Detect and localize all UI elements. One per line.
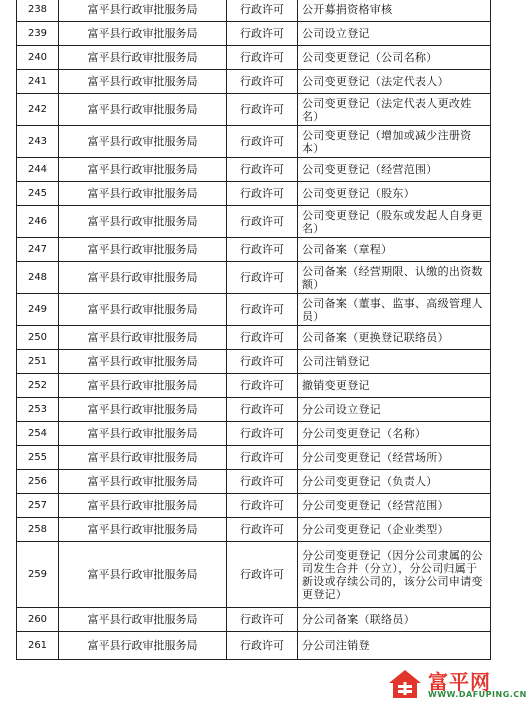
table-row xyxy=(17,238,491,262)
department-cell: 富平县行政审批服务局 xyxy=(59,294,227,326)
department-cell: 富平县行政审批服务局 xyxy=(59,518,227,542)
permit-type-cell: 行政许可 xyxy=(227,206,298,238)
permit-type-cell: 行政许可 xyxy=(227,470,298,494)
row-number-cell: 250 xyxy=(17,326,59,350)
row-number-cell: 254 xyxy=(17,422,59,446)
permit-type-cell: 行政许可 xyxy=(227,374,298,398)
permit-type-cell: 行政许可 xyxy=(227,0,298,22)
table-row xyxy=(17,350,491,374)
permit-type-cell: 行政许可 xyxy=(227,46,298,70)
table-row xyxy=(17,398,491,422)
item-name-cell: 分公司变更登记（名称） xyxy=(298,422,491,446)
department-cell: 富平县行政审批服务局 xyxy=(59,374,227,398)
row-number-cell: 239 xyxy=(17,22,59,46)
row-number-cell: 246 xyxy=(17,206,59,238)
permit-type-cell: 行政许可 xyxy=(227,294,298,326)
item-name-cell: 公司变更登记（增加或减少注册资本） xyxy=(298,126,491,158)
department-cell: 富平县行政审批服务局 xyxy=(59,238,227,262)
row-number-cell: 261 xyxy=(17,632,59,660)
department-cell: 富平县行政审批服务局 xyxy=(59,350,227,374)
row-number-cell: 252 xyxy=(17,374,59,398)
department-cell: 富平县行政审批服务局 xyxy=(59,206,227,238)
permit-type-cell: 行政许可 xyxy=(227,262,298,294)
permit-type-cell: 行政许可 xyxy=(227,398,298,422)
table-row xyxy=(17,326,491,350)
table-row xyxy=(17,632,491,660)
department-cell: 富平县行政审批服务局 xyxy=(59,632,227,660)
item-name-cell: 公司备案（章程） xyxy=(298,238,491,262)
table-row xyxy=(17,608,491,632)
item-name-cell: 公司变更登记（公司名称） xyxy=(298,46,491,70)
permit-type-cell: 行政许可 xyxy=(227,494,298,518)
table-row xyxy=(17,158,491,182)
table-row xyxy=(17,70,491,94)
row-number-cell: 243 xyxy=(17,126,59,158)
permit-type-cell: 行政许可 xyxy=(227,182,298,206)
row-number-cell: 244 xyxy=(17,158,59,182)
department-cell: 富平县行政审批服务局 xyxy=(59,494,227,518)
permit-type-cell: 行政许可 xyxy=(227,126,298,158)
permit-type-cell: 行政许可 xyxy=(227,446,298,470)
row-number-cell: 245 xyxy=(17,182,59,206)
department-cell: 富平县行政审批服务局 xyxy=(59,0,227,22)
item-name-cell: 公司变更登记（股东或发起人自身更名） xyxy=(298,206,491,238)
table-row xyxy=(17,126,491,158)
item-name-cell: 公司变更登记（经营范围） xyxy=(298,158,491,182)
item-name-cell: 分公司变更登记（经营范围） xyxy=(298,494,491,518)
row-number-cell: 241 xyxy=(17,70,59,94)
table-row xyxy=(17,374,491,398)
item-name-cell: 公司变更登记（股东） xyxy=(298,182,491,206)
row-number-cell: 249 xyxy=(17,294,59,326)
department-cell: 富平县行政审批服务局 xyxy=(59,46,227,70)
permit-type-cell: 行政许可 xyxy=(227,238,298,262)
department-cell: 富平县行政审批服务局 xyxy=(59,398,227,422)
department-cell: 富平县行政审批服务局 xyxy=(59,608,227,632)
table-row xyxy=(17,470,491,494)
item-name-cell: 公司变更登记（法定代表人） xyxy=(298,70,491,94)
department-cell: 富平县行政审批服务局 xyxy=(59,182,227,206)
permit-type-cell: 行政许可 xyxy=(227,518,298,542)
watermark-site-name: 富平网 xyxy=(428,670,491,694)
department-cell: 富平县行政审批服务局 xyxy=(59,262,227,294)
table-row xyxy=(17,542,491,608)
department-cell: 富平县行政审批服务局 xyxy=(59,22,227,46)
department-cell: 富平县行政审批服务局 xyxy=(59,70,227,94)
table-row xyxy=(17,46,491,70)
item-name-cell: 分公司变更登记（负责人） xyxy=(298,470,491,494)
permit-type-cell: 行政许可 xyxy=(227,632,298,660)
item-name-cell: 公司备案（经营期限、认缴的出资数额） xyxy=(298,262,491,294)
table-row xyxy=(17,446,491,470)
table-row xyxy=(17,422,491,446)
permit-type-cell: 行政许可 xyxy=(227,542,298,608)
permit-type-cell: 行政许可 xyxy=(227,70,298,94)
department-cell: 富平县行政审批服务局 xyxy=(59,94,227,126)
department-cell: 富平县行政审批服务局 xyxy=(59,470,227,494)
table-row xyxy=(17,262,491,294)
item-name-cell: 公司备案（更换登记联络员） xyxy=(298,326,491,350)
permit-type-cell: 行政许可 xyxy=(227,326,298,350)
row-number-cell: 258 xyxy=(17,518,59,542)
row-number-cell: 256 xyxy=(17,470,59,494)
table-row xyxy=(17,494,491,518)
permit-type-cell: 行政许可 xyxy=(227,422,298,446)
item-name-cell: 分公司变更登记（企业类型） xyxy=(298,518,491,542)
row-number-cell: 259 xyxy=(17,542,59,608)
department-cell: 富平县行政审批服务局 xyxy=(59,542,227,608)
row-number-cell: 251 xyxy=(17,350,59,374)
row-number-cell: 255 xyxy=(17,446,59,470)
item-name-cell: 公司设立登记 xyxy=(298,22,491,46)
row-number-cell: 248 xyxy=(17,262,59,294)
permit-table xyxy=(16,0,491,660)
item-name-cell: 分公司变更登记（因分公司隶属的公司发生合并（分立），分公司归属于新设或存续公司的，该分公司申请变更登记） xyxy=(298,542,491,608)
permit-type-cell: 行政许可 xyxy=(227,350,298,374)
table-body xyxy=(17,0,491,660)
row-number-cell: 257 xyxy=(17,494,59,518)
table-row xyxy=(17,94,491,126)
department-cell: 富平县行政审批服务局 xyxy=(59,326,227,350)
department-cell: 富平县行政审批服务局 xyxy=(59,422,227,446)
department-cell: 富平县行政审批服务局 xyxy=(59,446,227,470)
table-row xyxy=(17,0,491,22)
table-row xyxy=(17,294,491,326)
table-row xyxy=(17,518,491,542)
permit-type-cell: 行政许可 xyxy=(227,22,298,46)
row-number-cell: 238 xyxy=(17,0,59,22)
table-row xyxy=(17,206,491,238)
item-name-cell: 撤销变更登记 xyxy=(298,374,491,398)
site-watermark xyxy=(382,664,527,704)
house-logo-icon xyxy=(388,668,422,700)
permit-type-cell: 行政许可 xyxy=(227,608,298,632)
watermark-url: WWW.DAFUPING.CN xyxy=(428,690,527,699)
item-name-cell: 分公司变更登记（经营场所） xyxy=(298,446,491,470)
item-name-cell: 分公司设立登记 xyxy=(298,398,491,422)
item-name-cell: 分公司备案（联络员） xyxy=(298,608,491,632)
row-number-cell: 247 xyxy=(17,238,59,262)
permit-type-cell: 行政许可 xyxy=(227,158,298,182)
row-number-cell: 242 xyxy=(17,94,59,126)
table-row xyxy=(17,22,491,46)
row-number-cell: 260 xyxy=(17,608,59,632)
department-cell: 富平县行政审批服务局 xyxy=(59,158,227,182)
row-number-cell: 240 xyxy=(17,46,59,70)
table-row xyxy=(17,182,491,206)
item-name-cell: 公开募捐资格审核 xyxy=(298,0,491,22)
item-name-cell: 公司注销登记 xyxy=(298,350,491,374)
permit-type-cell: 行政许可 xyxy=(227,94,298,126)
item-name-cell: 分公司注销登 xyxy=(298,632,491,660)
row-number-cell: 253 xyxy=(17,398,59,422)
department-cell: 富平县行政审批服务局 xyxy=(59,126,227,158)
item-name-cell: 公司变更登记（法定代表人更改姓名） xyxy=(298,94,491,126)
item-name-cell: 公司备案（董事、监事、高级管理人员） xyxy=(298,294,491,326)
